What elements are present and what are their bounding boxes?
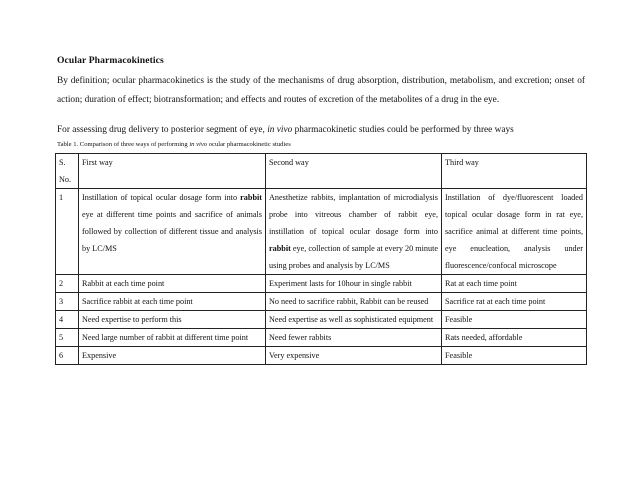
cell-sno: 6 [56,347,79,365]
cell-first-way: Need expertise to perform this [79,311,266,329]
assessment-text-start: For assessing drug delivery to posterior segment of eye, [57,125,265,135]
definition-paragraph: By definition; ocular pharmacokinetics is the study of the mechanisms of drug absorption, distribution, metabolism, and excretion; onset of action; duration of effect; biotransformation; and effects and routes of excretion of the metabolites of a drug in the eye. [57,76,585,105]
table-header-row [56,154,587,189]
cell-third-way: Rats needed, affordable [442,329,587,347]
assessment-text-end: pharmacokinetic studies could be performed by three ways [294,125,514,135]
cell-second-way: Need expertise as well as sophisticated equipment [266,311,442,329]
cell-third-way: Feasible [442,347,587,365]
cell-second-way: Very expensive [266,347,442,365]
caption-text-start: Table 1. Comparison of three ways of performing [57,141,188,148]
table-caption [57,140,291,149]
section-title: Ocular Pharmacokinetics [57,55,164,66]
cell-text: Instillation of topical ocular dosage form into [82,193,238,202]
cell-sno: 3 [56,293,79,311]
header-first-way: First way [79,154,266,189]
table-row [56,293,587,311]
caption-italic-term: in vivo [189,141,208,148]
assessment-sentence [57,123,617,137]
cell-second-way: Experiment lasts for 10hour in single rabbit [266,275,442,293]
cell-first-way: Rabbit at each time point [79,275,266,293]
cell-third-way: Feasible [442,311,587,329]
cell-second-way [266,189,442,275]
caption-text-end: ocular pharmacokinetic studies [208,141,291,148]
cell-bold-term: rabbit [269,244,291,253]
table-row [56,275,587,293]
assessment-italic-term: in vivo [267,125,293,135]
cell-text: Anesthetize rabbits, implantation of microdialysis probe into vitreous chamber of rabbit eye, instillation of topical ocular dosage form into [269,193,438,236]
table-row [56,311,587,329]
cell-bold-term: rabbit [240,193,263,202]
cell-first-way: Need large number of rabbit at different time point [79,329,266,347]
table-row [56,189,587,275]
cell-text: eye at different time points and sacrifice of animals followed by collection of different tissue and analysis by LC/MS [82,210,262,253]
cell-third-way: Sacrifice rat at each time point [442,293,587,311]
cell-third-way: Rat at each time point [442,275,587,293]
cell-first-way: Sacrifice rabbit at each time point [79,293,266,311]
cell-second-way: Need fewer rabbits [266,329,442,347]
header-second-way: Second way [266,154,442,189]
cell-second-way: No need to sacrifice rabbit, Rabbit can be reused [266,293,442,311]
table-row [56,329,587,347]
cell-text: eye, collection of sample at every 20 minute using probes and analysis by LC/MS [269,244,438,270]
header-third-way: Third way [442,154,587,189]
comparison-table [55,153,587,365]
cell-third-way: Instillation of dye/fluorescent loaded topical ocular dosage form in rat eye, sacrifice animal at different time points, eye enucleation, analysis under fluorescence/confocal microscope [442,189,587,275]
cell-sno: 1 [56,189,79,275]
header-sno: S. No. [56,154,79,189]
cell-sno: 5 [56,329,79,347]
cell-first-way [79,189,266,275]
cell-sno: 2 [56,275,79,293]
cell-sno: 4 [56,311,79,329]
table-row [56,347,587,365]
cell-first-way: Expensive [79,347,266,365]
